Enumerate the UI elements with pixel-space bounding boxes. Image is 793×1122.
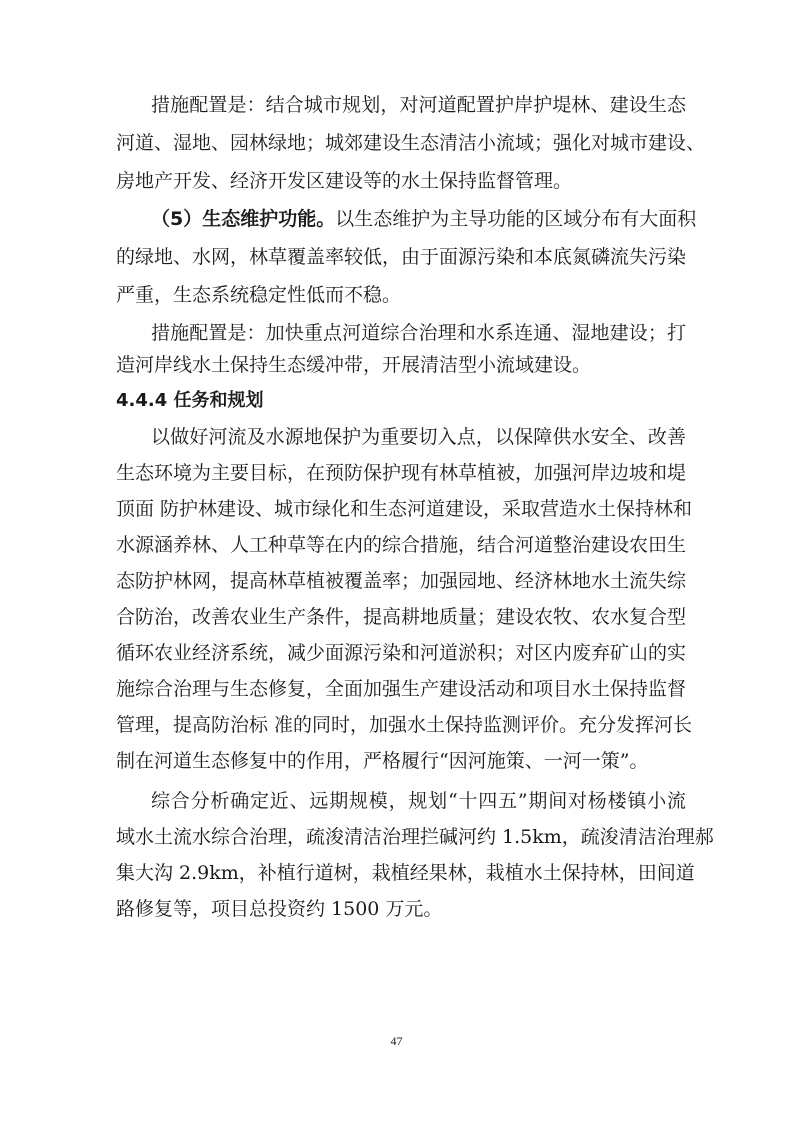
paragraph-2-line-3: 严重，生态系统稳定性低而不稳。 bbox=[116, 284, 402, 306]
paragraph-4-line-6: 合防治，改善农业生产条件，提高耕地质量；建设农牧、农水复合型 bbox=[116, 606, 687, 628]
paragraph-4-line-2: 生态环境为主要目标，在预防保护现有林草植被，加强河岸边坡和堤 bbox=[116, 462, 687, 484]
paragraph-5-line-2: 域水土流水综合治理，疏浚清洁治理拦碱河约 1.5km，疏浚清洁治理郝 bbox=[116, 826, 714, 848]
paragraph-2-line-2: 的绿地、水网，林草覆盖率较低，由于面源污染和本底氮磷流失污染 bbox=[116, 246, 687, 268]
paragraph-4-line-1: 以做好河流及水源地保护为重要切入点，以保障供水安全、改善 bbox=[151, 426, 686, 448]
paragraph-4-line-5: 态防护林网，提高林草植被覆盖率；加强园地、经济林地水土流失综 bbox=[116, 570, 687, 592]
subsection-heading: （5）生态维护功能。 bbox=[151, 208, 336, 230]
paragraph-5-line-1: 综合分析确定近、远期规模，规划“十四五”期间对杨楼镇小流 bbox=[151, 790, 686, 812]
paragraph-5-line-4: 路修复等，项目总投资约 1500 万元。 bbox=[116, 898, 443, 920]
paragraph-2-line-1 bbox=[151, 206, 697, 232]
paragraph-4-line-10: 制在河道生态修复中的作用，严格履行“因河施策、一河一策”。 bbox=[116, 750, 649, 772]
paragraph-4-line-9: 管理，提高防治标 准的同时，加强水土保持监测评价。充分发挥河长 bbox=[116, 714, 693, 736]
section-heading: 4.4.4 任务和规划 bbox=[116, 390, 264, 411]
paragraph-4-line-3: 顶面 防护林建设、城市绿化和生态河道建设，采取营造水土保持林和 bbox=[116, 498, 693, 520]
paragraph-2-line-1-text: 以生态维护为主导功能的区域分布有大面积 bbox=[335, 208, 697, 230]
paragraph-4-line-7: 循环农业经济系统，减少面源污染和河道淤积；对区内废弃矿山的实 bbox=[116, 642, 687, 664]
paragraph-3-line-2: 造河岸线水土保持生态缓冲带，开展清洁型小流域建设。 bbox=[116, 354, 592, 376]
page-number: 47 bbox=[390, 1034, 403, 1048]
paragraph-1-line-1: 措施配置是：结合城市规划，对河道配置护岸护堤林、建设生态 bbox=[151, 94, 686, 116]
paragraph-4-line-4: 水源涵养林、人工种草等在内的综合措施，结合河道整治建设农田生 bbox=[116, 534, 687, 556]
paragraph-3-line-1: 措施配置是：加快重点河道综合治理和水系连通、湿地建设；打 bbox=[151, 322, 686, 344]
paragraph-4-line-8: 施综合治理与生态修复，全面加强生产建设活动和项目水土保持监督 bbox=[116, 678, 687, 700]
paragraph-5-line-3: 集大沟 2.9km，补植行道树，栽植经果林，栽植水土保持林，田间道 bbox=[116, 862, 695, 884]
paragraph-1-line-2: 河道、湿地、园林绿地；城郊建设生态清洁小流域；强化对城市建设、 bbox=[116, 132, 706, 154]
paragraph-1-line-3: 房地产开发、经济开发区建设等的水土保持监督管理。 bbox=[116, 170, 573, 192]
